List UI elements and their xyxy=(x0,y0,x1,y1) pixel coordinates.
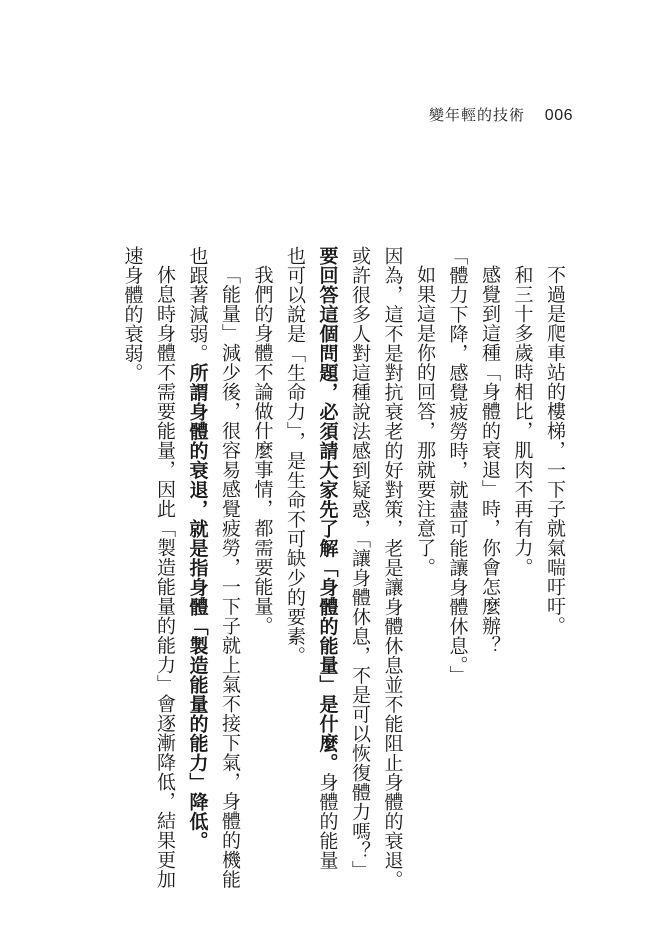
paragraph-line: 「體力下降，感覺疲勞時，就盡可能讓身體休息。」 xyxy=(446,246,469,685)
paragraph-line: 不過是爬車站的樓梯，一下子就氣喘吁吁。 xyxy=(544,265,566,636)
bold-text: 所謂身體的衰退，就是指身體「製造能量的能力」降低。 xyxy=(186,363,209,851)
running-header xyxy=(429,104,573,125)
paragraph-line: 感覺到這種「身體的衰退」時，你會怎麼辦？ xyxy=(479,265,501,655)
paragraph-line: 「能量」減少後，很容易感覺疲勞，一下子就上氣不接下氣，身體的機能 xyxy=(219,265,241,889)
paragraph-line: 因為，這不是對抗衰老的好對策，老是讓身體休息並不能阻止身體的衰退。 xyxy=(381,246,404,890)
paragraph-line: 我們的身體不論做什麼事情，都需要能量。 xyxy=(251,265,274,636)
paragraph-line xyxy=(181,246,214,866)
paragraph-line: 也可以說是「生命力」，是生命不可缺少的要素。 xyxy=(284,246,306,666)
paragraph-text: 也跟著減弱。 xyxy=(186,246,209,363)
page-number: 006 xyxy=(544,107,573,124)
paragraph-line: 速身體的衰弱。 xyxy=(121,246,144,383)
body-text xyxy=(116,246,571,890)
book-title: 變年輕的技術 xyxy=(429,106,526,124)
paragraph-line: 休息時身體不需要能量，因此「製造能量的能力」會逐漸降低，結果更加 xyxy=(154,265,176,889)
paragraph-line xyxy=(311,246,344,870)
paragraph-line: 和三十多歲時相比，肌肉不再有力。 xyxy=(511,265,534,577)
paragraph-text: 身體的能量 xyxy=(316,772,339,870)
paragraph-line: 或許很多人對這種說法感到疑惑，「讓身體休息，不是可以恢復體力嗎？」 xyxy=(349,246,371,880)
paragraph-line: 如果這是你的回答，那就要注意了。 xyxy=(414,265,436,577)
bold-text: 要回答這個問題，必須請大家先了解「身體的能量」是什麼。 xyxy=(316,246,339,773)
